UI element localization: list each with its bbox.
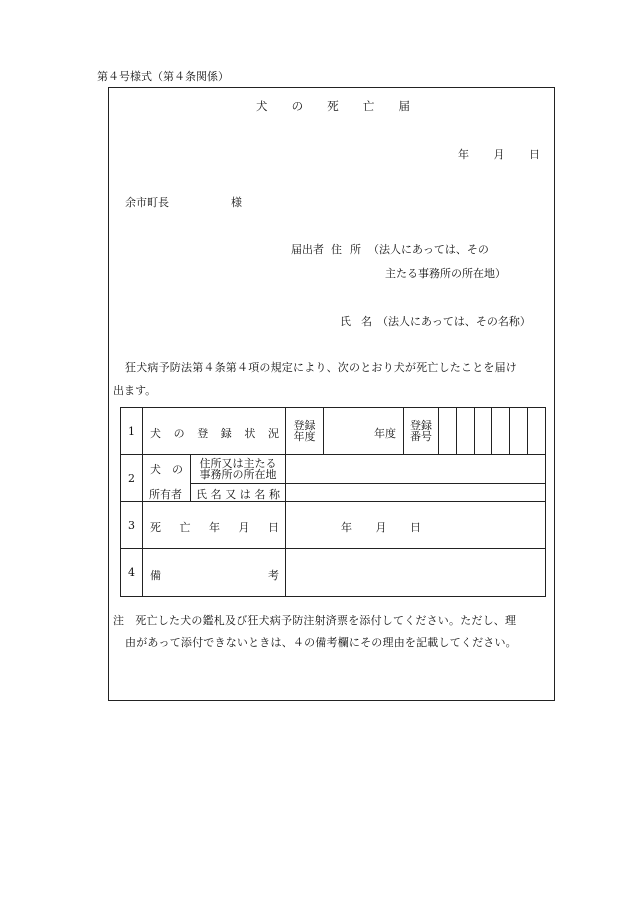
owner-address-label bbox=[191, 455, 285, 483]
label-char: 名 bbox=[210, 488, 222, 501]
date-year-label: 年 bbox=[458, 148, 469, 161]
address-note-line1: （法人にあっては、その bbox=[368, 243, 489, 256]
title-char: 届 bbox=[398, 99, 410, 113]
table-col-divider bbox=[323, 407, 324, 455]
addressee: 余市町長 bbox=[125, 196, 169, 209]
reg-number-box-divider bbox=[474, 407, 475, 455]
table-num-divider bbox=[142, 407, 143, 597]
label-char: 犬 bbox=[150, 463, 161, 476]
table-border-bottom bbox=[120, 596, 546, 597]
date-day-label: 日 bbox=[529, 148, 540, 161]
body-text-line2: 出ます。 bbox=[113, 384, 157, 397]
label-char: 備 bbox=[150, 569, 161, 582]
row-number: 3 bbox=[128, 518, 135, 532]
table-border-top bbox=[120, 407, 546, 408]
label-line: 登録 bbox=[410, 419, 432, 432]
table-row-divider bbox=[190, 483, 546, 484]
label-char: 況 bbox=[267, 427, 279, 440]
label-line: 住所又は主たる bbox=[199, 457, 277, 470]
notifier-label: 届出者 bbox=[291, 243, 324, 256]
address-label-char: 住 bbox=[331, 243, 342, 256]
row-number: 2 bbox=[128, 471, 135, 485]
owner-name-label bbox=[196, 486, 280, 502]
label-char: 考 bbox=[268, 569, 279, 582]
table-border-right bbox=[545, 407, 546, 597]
row-number: 1 bbox=[128, 424, 135, 438]
addressee-honorific: 様 bbox=[231, 196, 242, 209]
registration-year-label bbox=[286, 408, 323, 454]
label-char: 登 bbox=[197, 427, 209, 440]
name-label-char: 名 bbox=[361, 315, 372, 328]
registration-number-label bbox=[404, 408, 438, 454]
label-line: 番号 bbox=[410, 430, 432, 443]
form-title bbox=[256, 98, 410, 114]
label-char: 年 bbox=[209, 521, 220, 534]
year-label: 年 bbox=[341, 521, 352, 534]
label-char: 状 bbox=[244, 427, 256, 440]
form-frame bbox=[108, 87, 555, 701]
death-date-field[interactable] bbox=[341, 519, 421, 535]
title-char: の bbox=[291, 99, 304, 113]
notifier-name-label bbox=[340, 313, 372, 329]
label-char: 死 bbox=[150, 521, 161, 534]
table-row-divider bbox=[120, 548, 546, 549]
title-char: 死 bbox=[327, 99, 339, 113]
dog-registration-status-label bbox=[150, 425, 279, 441]
name-label-char: 氏 bbox=[340, 315, 351, 328]
label-char: 称 bbox=[268, 488, 280, 501]
body-text-line1: 狂犬病予防法第４条第４項の規定により、次のとおり犬が死亡したことを届け bbox=[125, 361, 517, 374]
title-char: 犬 bbox=[256, 99, 268, 113]
reg-number-box-divider bbox=[509, 407, 510, 455]
name-note: （法人にあっては、その名称） bbox=[377, 315, 531, 328]
note-line1: 注 死亡した犬の鑑札及び狂犬病予防注射済票を添付してください。ただし、理 bbox=[113, 614, 517, 627]
reg-number-box-divider bbox=[527, 407, 528, 455]
label-char: 犬 bbox=[150, 427, 161, 440]
death-date-label bbox=[150, 519, 279, 535]
reg-number-box-divider bbox=[456, 407, 457, 455]
table-row-divider bbox=[120, 501, 546, 502]
label-char: 録 bbox=[220, 427, 232, 440]
label-line: 登録 bbox=[293, 419, 316, 432]
label-char: 氏 bbox=[196, 488, 207, 501]
title-char: 亡 bbox=[362, 99, 375, 113]
label-char: 又 bbox=[225, 488, 237, 501]
form-number-label: 第４号様式（第４条関係） bbox=[97, 70, 229, 83]
address-label-char: 所 bbox=[350, 243, 361, 256]
day-label: 日 bbox=[410, 521, 421, 534]
label-char: は bbox=[239, 488, 251, 501]
reg-number-box-divider bbox=[491, 407, 492, 455]
label-char: 月 bbox=[238, 521, 250, 534]
label-line: 年度 bbox=[293, 430, 316, 443]
label-char: 亡 bbox=[179, 521, 191, 534]
address-note-line2: 主たる事務所の所在地） bbox=[385, 267, 506, 280]
owner-label-bottom: 所有者 bbox=[149, 488, 182, 501]
submission-date bbox=[458, 146, 540, 162]
owner-label-top bbox=[150, 461, 183, 477]
row-number: 4 bbox=[128, 566, 135, 579]
label-char: 日 bbox=[268, 521, 279, 534]
label-char: の bbox=[173, 427, 185, 440]
note-line2: 由があって添付できないときは、４の備考欄にその理由を記載してください。 bbox=[125, 636, 517, 649]
reg-number-box-divider bbox=[438, 407, 439, 455]
notifier-address-label bbox=[331, 241, 361, 257]
table-row-divider bbox=[120, 454, 546, 455]
fiscal-year-suffix: 年度 bbox=[374, 427, 396, 440]
remarks-label bbox=[150, 567, 279, 583]
date-month-label: 月 bbox=[493, 148, 505, 161]
label-char: の bbox=[172, 463, 183, 476]
label-char: 名 bbox=[254, 488, 266, 501]
label-line: 事務所の所在地 bbox=[199, 468, 277, 481]
month-label: 月 bbox=[375, 521, 387, 534]
